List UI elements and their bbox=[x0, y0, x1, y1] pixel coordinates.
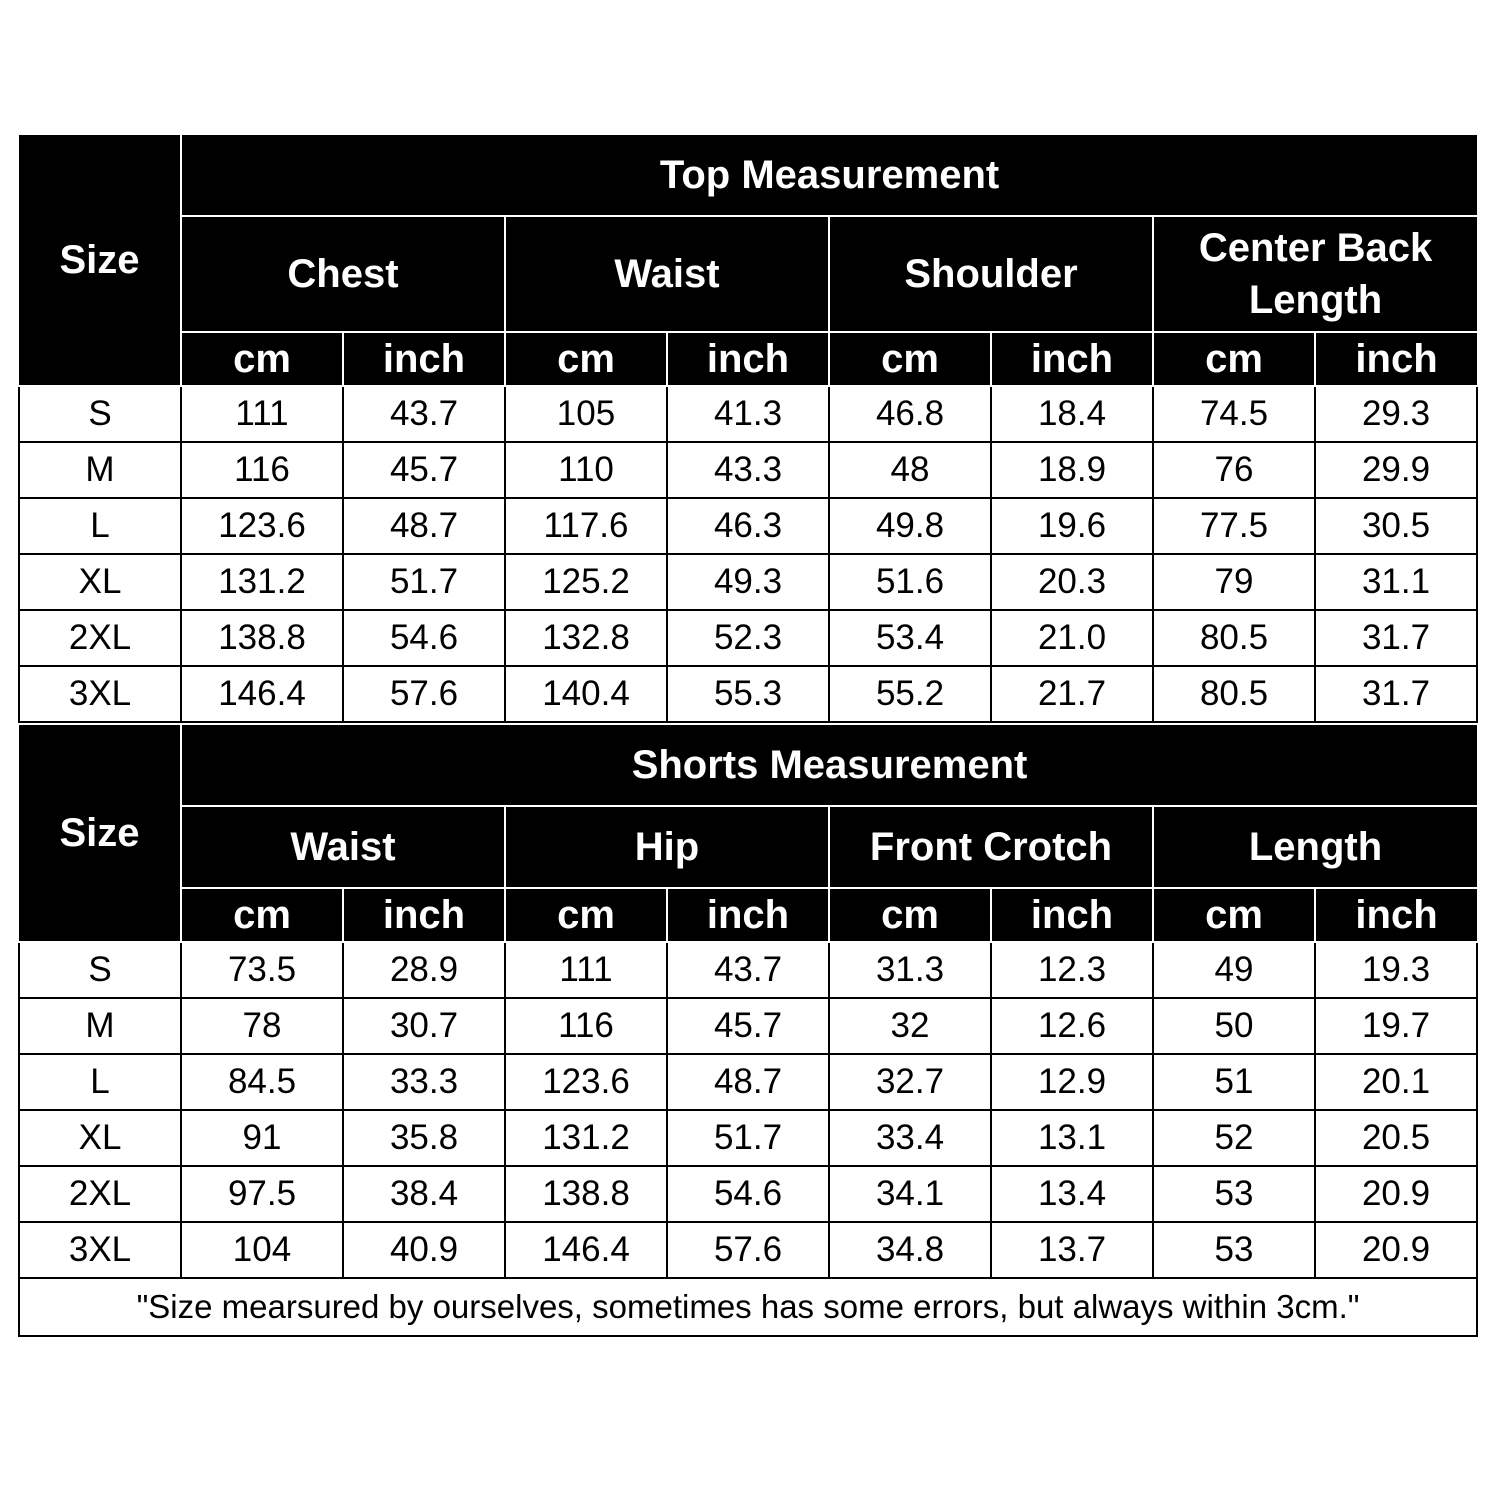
unit-header: inch bbox=[343, 332, 505, 386]
table-row bbox=[19, 610, 1477, 666]
size-cell: S bbox=[19, 386, 181, 442]
measurement-cell: 45.7 bbox=[343, 442, 505, 498]
measurement-cell: 51.7 bbox=[667, 1110, 829, 1166]
measurement-cell: 12.6 bbox=[991, 998, 1153, 1054]
measurement-cell: 55.3 bbox=[667, 666, 829, 722]
table-row bbox=[19, 1166, 1477, 1222]
group-header-shoulder: Shoulder bbox=[829, 216, 1153, 332]
measurement-cell: 43.3 bbox=[667, 442, 829, 498]
measurement-cell: 140.4 bbox=[505, 666, 667, 722]
size-cell: 2XL bbox=[19, 610, 181, 666]
measurement-cell: 45.7 bbox=[667, 998, 829, 1054]
measurement-cell: 38.4 bbox=[343, 1166, 505, 1222]
measurement-cell: 40.9 bbox=[343, 1222, 505, 1278]
measurement-cell: 53 bbox=[1153, 1222, 1315, 1278]
size-cell: L bbox=[19, 1054, 181, 1110]
measurement-cell: 146.4 bbox=[181, 666, 343, 722]
size-header: Size bbox=[19, 724, 181, 942]
unit-header: cm bbox=[829, 888, 991, 942]
measurement-cell: 13.7 bbox=[991, 1222, 1153, 1278]
unit-header: cm bbox=[505, 332, 667, 386]
measurement-cell: 48.7 bbox=[343, 498, 505, 554]
table-row bbox=[19, 498, 1477, 554]
measurement-cell: 57.6 bbox=[343, 666, 505, 722]
group-header-hip: Hip bbox=[505, 806, 829, 888]
measurement-cell: 80.5 bbox=[1153, 666, 1315, 722]
measurement-cell: 33.4 bbox=[829, 1110, 991, 1166]
measurement-cell: 138.8 bbox=[181, 610, 343, 666]
measurement-cell: 50 bbox=[1153, 998, 1315, 1054]
measurement-cell: 116 bbox=[505, 998, 667, 1054]
table-row bbox=[19, 1054, 1477, 1110]
measurement-cell: 32 bbox=[829, 998, 991, 1054]
measurement-cell: 80.5 bbox=[1153, 610, 1315, 666]
measurement-cell: 54.6 bbox=[343, 610, 505, 666]
unit-header: inch bbox=[1315, 888, 1477, 942]
top-measurement-title: Top Measurement bbox=[181, 135, 1477, 216]
measurement-cell: 30.7 bbox=[343, 998, 505, 1054]
measurement-cell: 132.8 bbox=[505, 610, 667, 666]
measurement-cell: 49.3 bbox=[667, 554, 829, 610]
measurement-cell: 52 bbox=[1153, 1110, 1315, 1166]
measurement-cell: 46.8 bbox=[829, 386, 991, 442]
group-header-length: Length bbox=[1153, 806, 1477, 888]
unit-header: cm bbox=[505, 888, 667, 942]
size-chart bbox=[18, 135, 1476, 1337]
size-cell: XL bbox=[19, 1110, 181, 1166]
table-row bbox=[19, 666, 1477, 722]
measurement-cell: 20.1 bbox=[1315, 1054, 1477, 1110]
measurement-cell: 43.7 bbox=[343, 386, 505, 442]
measurement-cell: 18.9 bbox=[991, 442, 1153, 498]
measurement-cell: 51.6 bbox=[829, 554, 991, 610]
measurement-cell: 34.1 bbox=[829, 1166, 991, 1222]
measurement-cell: 46.3 bbox=[667, 498, 829, 554]
measurement-cell: 28.9 bbox=[343, 942, 505, 998]
unit-header: inch bbox=[991, 888, 1153, 942]
measurement-cell: 35.8 bbox=[343, 1110, 505, 1166]
size-cell: 3XL bbox=[19, 666, 181, 722]
measurement-cell: 29.3 bbox=[1315, 386, 1477, 442]
measurement-cell: 79 bbox=[1153, 554, 1315, 610]
measurement-cell: 131.2 bbox=[505, 1110, 667, 1166]
size-header: Size bbox=[19, 135, 181, 386]
measurement-cell: 125.2 bbox=[505, 554, 667, 610]
unit-header: cm bbox=[829, 332, 991, 386]
table-row bbox=[19, 386, 1477, 442]
size-cell: 2XL bbox=[19, 1166, 181, 1222]
measurement-cell: 105 bbox=[505, 386, 667, 442]
table-row bbox=[19, 998, 1477, 1054]
measurement-cell: 73.5 bbox=[181, 942, 343, 998]
measurement-cell: 55.2 bbox=[829, 666, 991, 722]
measurement-cell: 19.6 bbox=[991, 498, 1153, 554]
size-cell: S bbox=[19, 942, 181, 998]
measurement-cell: 146.4 bbox=[505, 1222, 667, 1278]
shorts-measurement-title: Shorts Measurement bbox=[181, 724, 1477, 806]
measurement-cell: 110 bbox=[505, 442, 667, 498]
measurement-cell: 29.9 bbox=[1315, 442, 1477, 498]
measurement-cell: 48 bbox=[829, 442, 991, 498]
measurement-cell: 30.5 bbox=[1315, 498, 1477, 554]
measurement-cell: 111 bbox=[181, 386, 343, 442]
measurement-cell: 43.7 bbox=[667, 942, 829, 998]
measurement-cell: 20.9 bbox=[1315, 1166, 1477, 1222]
measurement-cell: 31.7 bbox=[1315, 610, 1477, 666]
size-note: "Size mearsured by ourselves, sometimes has some errors, but always within 3cm." bbox=[19, 1278, 1477, 1336]
measurement-cell: 18.4 bbox=[991, 386, 1153, 442]
measurement-cell: 49.8 bbox=[829, 498, 991, 554]
measurement-cell: 77.5 bbox=[1153, 498, 1315, 554]
top-measurement-table bbox=[18, 135, 1478, 723]
measurement-cell: 123.6 bbox=[181, 498, 343, 554]
size-cell: XL bbox=[19, 554, 181, 610]
measurement-cell: 123.6 bbox=[505, 1054, 667, 1110]
measurement-cell: 34.8 bbox=[829, 1222, 991, 1278]
group-header-waist: Waist bbox=[181, 806, 505, 888]
measurement-cell: 57.6 bbox=[667, 1222, 829, 1278]
group-header-front-crotch: Front Crotch bbox=[829, 806, 1153, 888]
measurement-cell: 51.7 bbox=[343, 554, 505, 610]
measurement-cell: 19.7 bbox=[1315, 998, 1477, 1054]
measurement-cell: 53.4 bbox=[829, 610, 991, 666]
table-row bbox=[19, 442, 1477, 498]
measurement-cell: 20.5 bbox=[1315, 1110, 1477, 1166]
size-cell: L bbox=[19, 498, 181, 554]
measurement-cell: 91 bbox=[181, 1110, 343, 1166]
table-row bbox=[19, 1110, 1477, 1166]
unit-header: inch bbox=[667, 888, 829, 942]
table-row bbox=[19, 942, 1477, 998]
measurement-cell: 49 bbox=[1153, 942, 1315, 998]
measurement-cell: 33.3 bbox=[343, 1054, 505, 1110]
unit-header: inch bbox=[991, 332, 1153, 386]
size-cell: M bbox=[19, 442, 181, 498]
measurement-cell: 12.9 bbox=[991, 1054, 1153, 1110]
measurement-cell: 138.8 bbox=[505, 1166, 667, 1222]
measurement-cell: 51 bbox=[1153, 1054, 1315, 1110]
measurement-cell: 111 bbox=[505, 942, 667, 998]
measurement-cell: 19.3 bbox=[1315, 942, 1477, 998]
unit-header: cm bbox=[181, 332, 343, 386]
measurement-cell: 32.7 bbox=[829, 1054, 991, 1110]
group-header-chest: Chest bbox=[181, 216, 505, 332]
measurement-cell: 41.3 bbox=[667, 386, 829, 442]
measurement-cell: 21.0 bbox=[991, 610, 1153, 666]
measurement-cell: 48.7 bbox=[667, 1054, 829, 1110]
measurement-cell: 76 bbox=[1153, 442, 1315, 498]
table-row bbox=[19, 1222, 1477, 1278]
unit-header: cm bbox=[1153, 888, 1315, 942]
measurement-cell: 21.7 bbox=[991, 666, 1153, 722]
measurement-cell: 131.2 bbox=[181, 554, 343, 610]
measurement-cell: 52.3 bbox=[667, 610, 829, 666]
measurement-cell: 84.5 bbox=[181, 1054, 343, 1110]
measurement-cell: 13.1 bbox=[991, 1110, 1153, 1166]
unit-header: inch bbox=[343, 888, 505, 942]
measurement-cell: 54.6 bbox=[667, 1166, 829, 1222]
measurement-cell: 78 bbox=[181, 998, 343, 1054]
unit-header: inch bbox=[1315, 332, 1477, 386]
measurement-cell: 74.5 bbox=[1153, 386, 1315, 442]
group-header-center-back-length: Center Back Length bbox=[1153, 216, 1477, 332]
shorts-measurement-table bbox=[18, 723, 1478, 1337]
measurement-cell: 53 bbox=[1153, 1166, 1315, 1222]
measurement-cell: 31.1 bbox=[1315, 554, 1477, 610]
unit-header: cm bbox=[1153, 332, 1315, 386]
size-cell: M bbox=[19, 998, 181, 1054]
measurement-cell: 116 bbox=[181, 442, 343, 498]
table-row bbox=[19, 554, 1477, 610]
group-header-waist: Waist bbox=[505, 216, 829, 332]
measurement-cell: 13.4 bbox=[991, 1166, 1153, 1222]
measurement-cell: 31.3 bbox=[829, 942, 991, 998]
measurement-cell: 31.7 bbox=[1315, 666, 1477, 722]
measurement-cell: 20.9 bbox=[1315, 1222, 1477, 1278]
measurement-cell: 117.6 bbox=[505, 498, 667, 554]
unit-header: cm bbox=[181, 888, 343, 942]
measurement-cell: 20.3 bbox=[991, 554, 1153, 610]
measurement-cell: 12.3 bbox=[991, 942, 1153, 998]
measurement-cell: 104 bbox=[181, 1222, 343, 1278]
unit-header: inch bbox=[667, 332, 829, 386]
size-cell: 3XL bbox=[19, 1222, 181, 1278]
measurement-cell: 97.5 bbox=[181, 1166, 343, 1222]
